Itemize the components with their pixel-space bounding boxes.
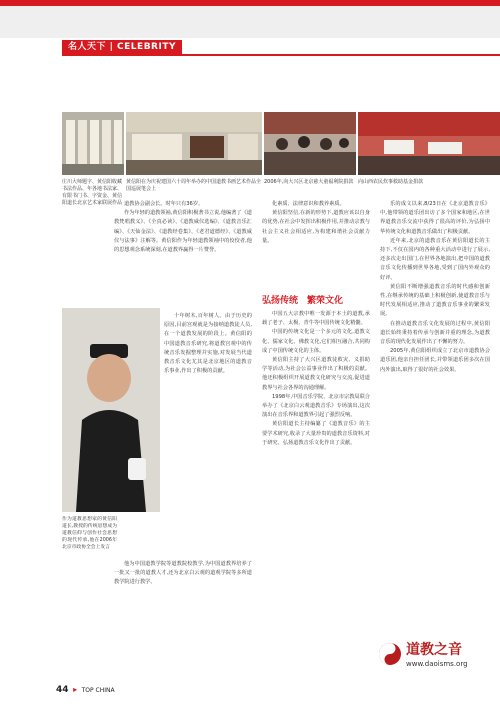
section-rule bbox=[62, 54, 500, 56]
paragraph: 中国的传统文化是一个多元的文化,道教文化、儒家文化、佛教文化,它们相互融合,共同构成了中国传统文化的主体。 bbox=[262, 329, 370, 354]
paragraph: 黄信阳不断增强道教音乐的时代感和创新性,在继承传统的基础上积极创新,使道教音乐与时代发展相适应,推动了道教音乐事业的繁荣发展。 bbox=[380, 283, 490, 318]
photo-painting-event bbox=[126, 112, 262, 175]
paragraph: 化素质、法律意识和教养素质。 bbox=[272, 201, 345, 207]
paragraph: 道教协会副会长。时年只有36岁。 bbox=[124, 201, 204, 207]
page-number: 44 bbox=[56, 685, 69, 695]
magazine-name: TOP CHINA bbox=[81, 687, 115, 694]
paragraph: 2005年,黄信阳组织成立了北京市道教协会道乐团,他亲自担任团长,并带领道乐团多次在国内外演出,取得了很好的社会效果。 bbox=[380, 348, 490, 373]
photo-calligraphy bbox=[62, 112, 124, 175]
section-label: 名人天下 | CELEBRITY bbox=[62, 40, 182, 54]
donation-welfare-scene bbox=[264, 112, 356, 175]
paragraph: 黄信阳道长主持编纂了《道教音乐》的主要学术研究,收录了大量珍贵的道教音乐资料,对于研究、弘扬道教音乐文化作出了贡献。 bbox=[262, 421, 370, 446]
painting-event-scene bbox=[126, 112, 262, 175]
watermark-logo bbox=[376, 636, 494, 674]
paragraph: 作为年轻的道教领袖,黄信阳积极著书立说,他编著了《道教梵唱教义》、《全真必读》、《道教威仪选编》、《道教音乐汇编》、《天仙金法》、《道教经卷集》、《老君道德经》、《道教威仪与法事》注解等。黄信阳作为年轻道教领袖中的佼佼者,他的思想观念系统深刻,在道教界赢得一片赞誉。 bbox=[114, 210, 252, 254]
paragraph: 黄信阳主持了大兴区道教徒救灾、义捐助学等活动,为社会公益事业作出了积极的贡献。他还积极组织开展道教文化研究与交流,促进道教界与社会各界的沟通理解。 bbox=[262, 357, 370, 391]
calligraphy-scrolls bbox=[62, 112, 124, 175]
column-1-beside-portrait bbox=[164, 312, 252, 558]
section-heading: 弘扬传统 繁荣文化 bbox=[262, 296, 344, 306]
paragraph: 黄信阳坚信,在新的形势下,道教应该以自身的优势,在社会中发挥出积极作用,并推动宗教与社会主义社会相适应,为构建和谐社会贡献力量。 bbox=[262, 210, 370, 244]
footer-divider: ▸ bbox=[73, 685, 78, 694]
paragraph: 1998年,中国音乐学院、北京市宗教局联合举办了《北京白云观道教音乐》专场演出,这次演出在音乐界和道教界引起了强烈反响。 bbox=[262, 393, 370, 419]
top-red-stripe bbox=[0, 0, 500, 6]
donation-shanxi-scene bbox=[358, 112, 500, 175]
column-2-top bbox=[262, 200, 370, 290]
caption-photo-3: 2006年,向大兴区北京慈大童福利院捐款 bbox=[264, 179, 354, 185]
photo-donation-welfare bbox=[264, 112, 356, 175]
paragraph: 在推动道教音乐文化发展的过程中,黄信阳道长始终秉持着传承与创新并重的理念,为道教音乐的现代化发展作出了不懈的努力。 bbox=[380, 320, 490, 346]
column-1-top bbox=[114, 200, 252, 308]
caption-photo-1: 庄川大师题字、黄信阳收藏书法作品、年各地书法家、有限书门书、字资金、黄信阳道长北京艺术家联展作品 bbox=[62, 179, 123, 206]
paragraph: 近年来,北京的道教音乐在黄信阳道长的主持下,不仅在国内的各种重大活动中进行了展示,还多次走出国门,在世界各地演出,把中国的道教音乐文化传播到世界各地,受到了国内外观众的好评。 bbox=[380, 237, 490, 281]
column-3 bbox=[380, 200, 490, 670]
caption-photo-4: 向山西农民炊事救助基金捐款 bbox=[358, 179, 424, 185]
paragraph: 十年树木,百年树人。由于历史的原因,目前宫观就是为接纳道教徒人员,在一个道教发展的阶段上。黄信阳的中国道教音乐研究,将道教宫观中的传统音乐发掘整理并实施,对发展当代道教音乐文化尤其是北京地区的道教音乐事业,作出了积极的贡献。 bbox=[164, 313, 252, 375]
portrait-photo bbox=[62, 308, 160, 512]
watermark-title: 道教之音 bbox=[406, 642, 462, 658]
portrait-figure bbox=[62, 308, 160, 512]
photo-donation-shanxi bbox=[358, 112, 500, 175]
caption-photo-2: 黄信阳在为庆祝建国六十周年举办的中国道教书画艺术作品全国巡展笔会上 bbox=[126, 179, 262, 192]
column-2-body bbox=[262, 310, 370, 670]
page-number-block bbox=[56, 685, 115, 695]
paragraph: 中国五大宗教中唯一发源于本土的道教,承载了老子、太极、青牛等中国传统文化精髓。 bbox=[262, 311, 370, 327]
paragraph: 乐的成文以来,8/23日在《北京道教音乐》中,他带领的道乐团出访了多个国家和地区,在世界道教音乐交流中获得了很高的评价,为弘扬中华传统文化和道教音乐做出了积极贡献。 bbox=[380, 201, 490, 235]
watermark-url: www.daoisms.org bbox=[406, 660, 468, 668]
column-1-bottom bbox=[114, 560, 252, 670]
portrait-caption: 作为道教思想家的黄信阳道长,教授的传统思想成为道教信仰与创作社会思想的现代传承,他在2006年北京市政协全会上发言 bbox=[62, 517, 117, 550]
paragraph: 他为中国道教学院等道教院校教学,为中国道教界培养了一批又一批的道教人才,还为北京白云观的道观学院等多所道教学院进行教学。 bbox=[114, 561, 252, 586]
